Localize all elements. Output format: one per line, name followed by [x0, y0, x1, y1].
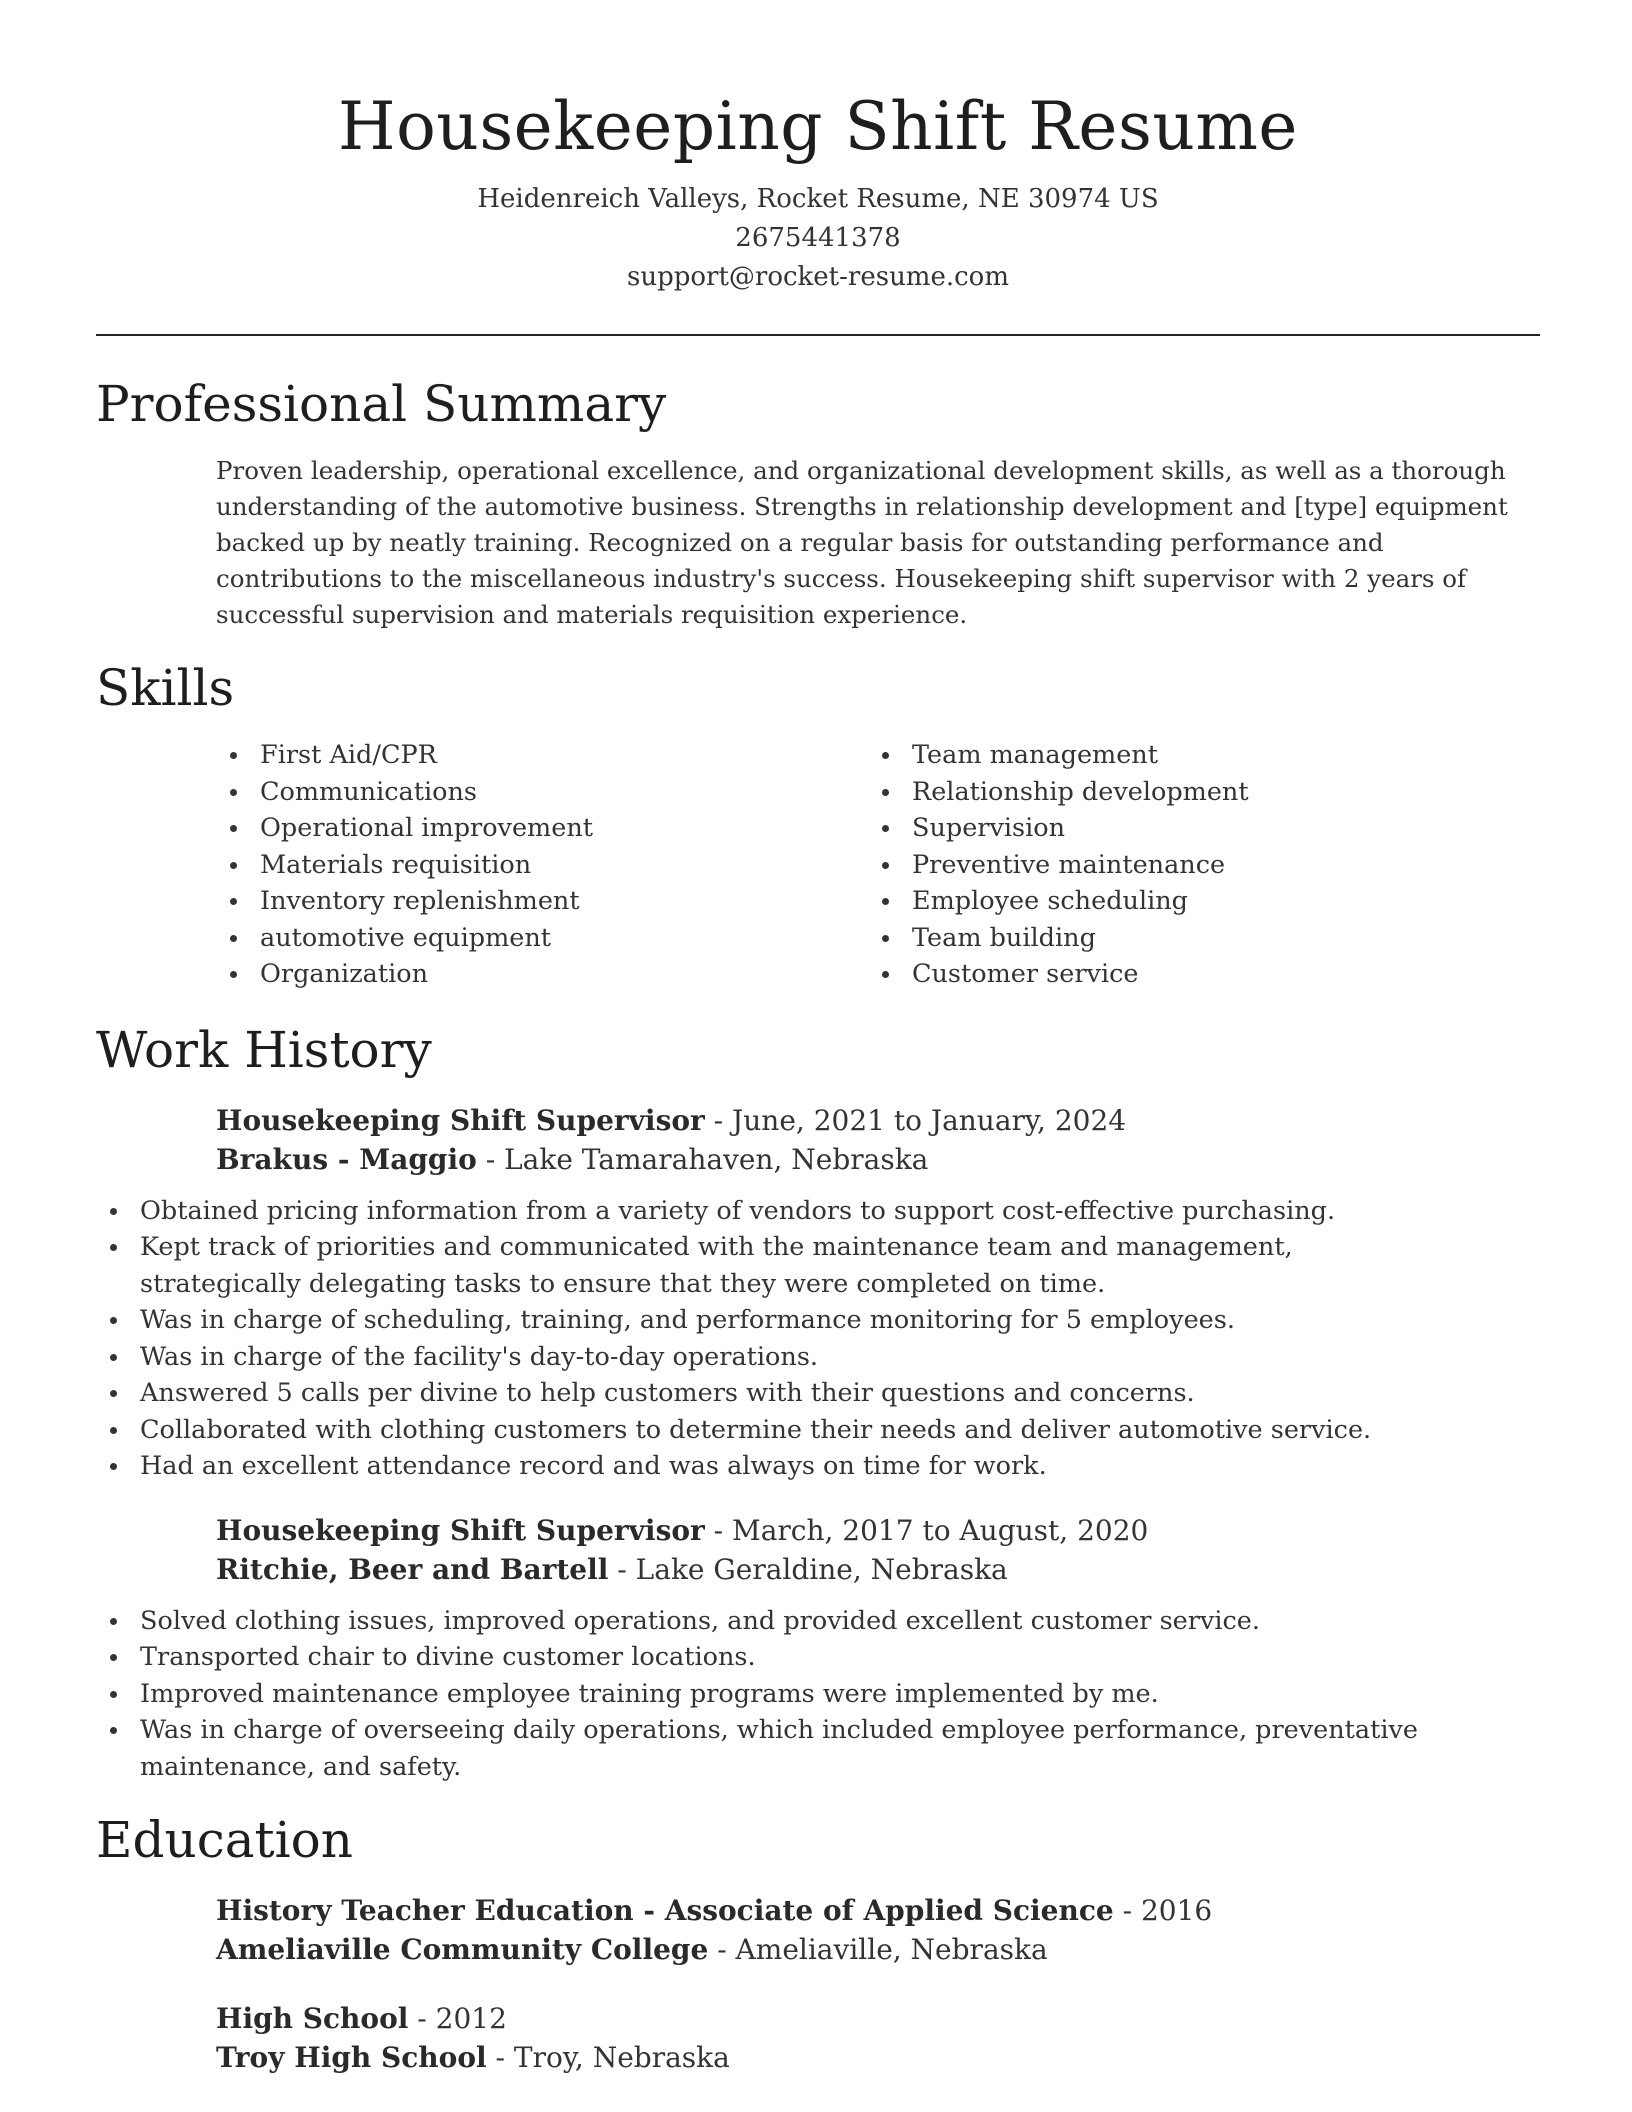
skill-item: Employee scheduling — [868, 883, 1520, 920]
job-company-line — [216, 1550, 1540, 1589]
education-school: Troy High School — [216, 2041, 487, 2074]
education-school: Ameliaville Community College — [216, 1933, 709, 1966]
list-item: Obtained pricing information from a variety of vendors to support cost-effective purchasing. — [96, 1193, 1426, 1230]
skill-item: Preventive maintenance — [868, 847, 1520, 884]
education-location: - Troy, Nebraska — [486, 2041, 730, 2074]
education-school-line — [216, 1930, 1540, 1969]
skills-heading: Skills — [96, 659, 235, 717]
list-item: Collaborated with clothing customers to determine their needs and deliver automotive service. — [96, 1412, 1426, 1449]
resume-page — [96, 0, 1540, 2077]
skills-list — [216, 737, 1540, 993]
education-year: - 2012 — [408, 2002, 507, 2035]
education-school-line — [216, 2038, 1540, 2077]
work-history-section — [96, 1015, 1540, 1786]
job-entry — [96, 1511, 1540, 1786]
skills-column-left — [216, 737, 868, 993]
job-entry — [96, 1101, 1540, 1485]
resume-header — [96, 0, 1540, 297]
phone-text: 2675441378 — [735, 223, 901, 253]
job-title-line — [216, 1101, 1540, 1140]
job-title-line — [216, 1511, 1540, 1550]
job-location: - Lake Tamarahaven, Nebraska — [476, 1142, 929, 1176]
resume-title: Housekeeping Shift Resume — [338, 88, 1298, 165]
job-location: - Lake Geraldine, Nebraska — [608, 1552, 1008, 1586]
education-degree: High School — [216, 2002, 409, 2035]
education-location: - Ameliaville, Nebraska — [708, 1933, 1048, 1966]
header-divider — [96, 334, 1540, 336]
job-duties — [96, 1603, 1426, 1786]
skill-item: Supervision — [868, 810, 1520, 847]
contact-info — [96, 180, 1540, 297]
job-role: Housekeeping Shift Supervisor — [216, 1513, 705, 1547]
job-dates: - March, 2017 to August, 2020 — [704, 1513, 1149, 1547]
skill-item: Relationship development — [868, 774, 1520, 811]
skills-section — [96, 653, 1540, 993]
skill-item: Customer service — [868, 956, 1520, 993]
education-entry — [96, 1999, 1540, 2077]
skill-item: Organization — [216, 956, 868, 993]
list-item: Solved clothing issues, improved operations, and provided excellent customer service. — [96, 1603, 1426, 1640]
list-item: Was in charge of overseeing daily operations, which included employee performance, preventative maintenance, and safety. — [96, 1712, 1426, 1785]
work-history-heading: Work History — [96, 1020, 432, 1079]
email-link[interactable]: support@rocket-resume.com — [626, 262, 1009, 292]
skill-item: First Aid/CPR — [216, 737, 868, 774]
job-duties — [96, 1193, 1426, 1485]
education-year: - 2016 — [1113, 1894, 1213, 1927]
list-item: Transported chair to divine customer locations. — [96, 1639, 1426, 1676]
education-section — [96, 1805, 1540, 2077]
skill-item: Materials requisition — [216, 847, 868, 884]
education-degree: History Teacher Education - Associate of Applied Science — [216, 1894, 1114, 1927]
list-item: Answered 5 calls per divine to help customers with their questions and concerns. — [96, 1375, 1426, 1412]
job-company: Ritchie, Beer and Bartell — [216, 1552, 609, 1586]
job-company: Brakus - Maggio — [216, 1142, 477, 1176]
job-role: Housekeeping Shift Supervisor — [216, 1103, 705, 1137]
education-heading: Education — [96, 1811, 353, 1869]
education-degree-line — [216, 1999, 1540, 2038]
list-item: Had an excellent attendance record and was always on time for work. — [96, 1448, 1426, 1485]
summary-text: Proven leadership, operational excellence, and organizational development skills, as well as a thorough understanding of the automotive business. Strengths in relationship development and [type] equipment backed up by neatly training. Recognized on a regular basis for outstanding performance and contributions to the miscellaneous industry's success. Housekeeping shift supervisor with 2 years of successful supervision and materials requisition experience. — [216, 456, 1508, 629]
skills-column-right — [868, 737, 1520, 993]
skill-item: Operational improvement — [216, 810, 868, 847]
skill-item: automotive equipment — [216, 920, 868, 957]
skill-item: Inventory replenishment — [216, 883, 868, 920]
list-item: Was in charge of scheduling, training, and performance monitoring for 5 employees. — [96, 1302, 1426, 1339]
list-item: Improved maintenance employee training programs were implemented by me. — [96, 1676, 1426, 1713]
address-text: Heidenreich Valleys, Rocket Resume, NE 30974 US — [477, 184, 1159, 214]
skill-item: Team management — [868, 737, 1520, 774]
skill-item: Communications — [216, 774, 868, 811]
list-item: Kept track of priorities and communicated with the maintenance team and management, strategically delegating tasks to ensure that they were completed on time. — [96, 1229, 1426, 1302]
education-degree-line — [216, 1891, 1540, 1930]
job-company-line — [216, 1140, 1540, 1179]
education-entry — [96, 1891, 1540, 1969]
summary-heading: Professional Summary — [96, 375, 667, 433]
summary-section — [96, 369, 1540, 633]
skill-item: Team building — [868, 920, 1520, 957]
job-dates: - June, 2021 to January, 2024 — [704, 1103, 1127, 1137]
list-item: Was in charge of the facility's day-to-day operations. — [96, 1339, 1426, 1376]
